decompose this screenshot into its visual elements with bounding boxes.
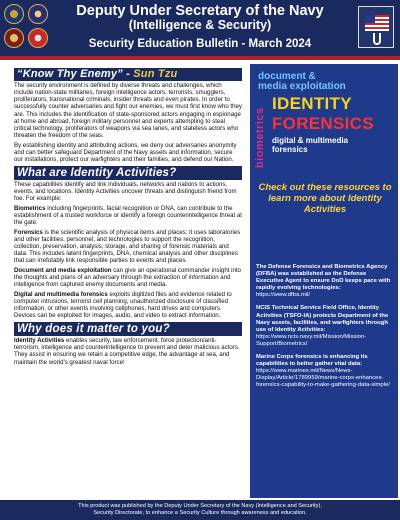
check-resources-heading: Check out these resources to learn more about Identity Activities (258, 182, 392, 215)
dme-term: Document and media exploitation (14, 266, 112, 274)
identity-activities-term: Identity Activities (14, 337, 65, 345)
digital-forensics-label: digital & multimedia forensics (272, 136, 349, 154)
resource-item (256, 264, 394, 299)
anchor-icon (373, 33, 381, 45)
main-article (14, 68, 242, 368)
dme-paragraph (14, 267, 242, 288)
forensics-paragraph (14, 229, 242, 265)
forensics-term: Forensics (14, 228, 43, 236)
resource-link[interactable]: https://www.ncis.navy.mil/Mission/Mission-Support/Biometrics/ (256, 333, 367, 347)
footer (0, 500, 400, 520)
header-title: Deputy Under Secretary of the Navy (76, 3, 324, 19)
navy-seal-icon (4, 4, 24, 24)
header-subtitle: (Intelligence & Security) (128, 18, 272, 32)
resource-description: The Defense Forensics and Biometrics Agency (DFBA) was established as the Defense Executive Agent to ensure DoD keeps pace with rapidly evolving technologies: (256, 264, 391, 292)
flag-union-icon (365, 15, 375, 23)
usmc-seal-icon (4, 28, 24, 48)
biometrics-text: including fingerprints, facial recognition or DNA, can contribute to the establishment of a trusted workforce or identify a foreign counterintelligence threat at the gate. (14, 204, 242, 226)
capabilities-paragraph: These capabilities identify and link individuals, networks and nations to actions, events, and locations. Identity Activities uncover threats and distinguish friend from foe. For example: (14, 180, 237, 203)
section-heading-what: What are Identity Activities? (14, 166, 242, 180)
forensics-text: is the scientific analysis of physical items and places; it uses laboratories and other facilities, personnel, and technologies to support the recognition, collection, preservation, analysis, storage, and sharing of forensic materials and data. This includes latent fingerprints, DNA, chemical analysis and other disciplines that can irrefutably link responsible parties to events and places. (14, 228, 241, 265)
navy-flag-emblem-icon (358, 6, 394, 48)
dmf-term: Digital and multimedia forensics (14, 290, 108, 298)
section-heading-why: Why does it matter to you? (14, 322, 242, 336)
footer-line-2: Security Directorate, to enhance a Security Culture through awareness and education. (93, 510, 307, 516)
resource-list (256, 264, 394, 396)
header-banner (0, 0, 400, 60)
quote-heading (14, 68, 242, 81)
why-paragraph (14, 337, 242, 366)
quote-author: Sun Tzu (133, 68, 178, 80)
intro-paragraph: The security environment is defined by diverse threats and challenges, which include nation-state militaries, foreign intelligence actors, terrorists, smugglers, proliferators, transnational criminals, insider threats and even pirates. In order to successfully counter adversaries and fight our enemies, we must first know who they are. This includes the identification of state-sponsored actors engaging in espionage at home and abroad, foreign military personnel and experts attempting to steal critical technology, proliferators of weapons via sea lanes, and stateless actors who threaten the freedom of the seas. (14, 82, 242, 140)
ncis-seal-icon (28, 28, 48, 48)
footer-line-1: This product was published by the Deputy Under Secretary of the Navy (Intelligence and Security), (78, 503, 322, 509)
dmf-text: exploits digitized files and evidence related to computer intrusions, terrorist cell planning, unauthorized disclosure of classified information, or other events involving cellphones, hard drives and computers. Devices can be exploited for images, audio, and video to extract information. (14, 290, 232, 320)
resource-link[interactable]: https://www.marines.mil/News/News-Display/Article/1789959/marine-corps-enhances-forensics-capability-to-make-gathering-data-simple/ (256, 368, 390, 389)
resource-item (256, 305, 394, 348)
resource-description: Marine Corps forensics is enhancing its capabilities to better gather vital data: (256, 354, 368, 368)
dod-seal-icon (28, 4, 48, 24)
resource-item (256, 354, 394, 389)
resource-link[interactable]: https://www.dfba.mil/ (256, 292, 311, 299)
dme-text: can give an operational commander insight into the thoughts and plans of an adversary through the extraction of information and intelligence from captured enemy documents and media. (14, 266, 241, 289)
resource-description: NCIS Technical Service Field Office, Identity Activities (TSFO-IA) protects Department of the Navy assets, facilities, and warfighters through use of Identity Activities: (256, 305, 389, 333)
biometrics-label: biometrics (254, 107, 266, 168)
forensics-label: FORENSICS (272, 114, 374, 133)
resources-sidebar (250, 64, 398, 498)
dmf-paragraph (14, 291, 242, 320)
bulletin-date: Security Education Bulletin - March 2024 (88, 38, 312, 50)
doc-media-label: document & media exploitation (258, 71, 346, 92)
biometrics-term: Biometrics (14, 204, 46, 212)
identity-label: IDENTITY (272, 94, 352, 113)
biometrics-paragraph (14, 205, 242, 226)
identity-paragraph: By establishing identity and attributing actions, we deny our adversaries anonymity and can better safeguard Department of the Navy assets and information, secure our installations, protect our warfighters and their families, and defend our Nation. (14, 141, 237, 164)
quote-text: “Know Thy Enemy” - (17, 68, 134, 80)
identity-activities-text: enables security, law enforcement, force protection/anti-terrorism, intelligence and counterintelligence to prevent and deter malicious actors. They assist in ensuring we retain a competitive edge, the advantage at sea, and maintain the world’s greatest naval force! (14, 337, 240, 366)
